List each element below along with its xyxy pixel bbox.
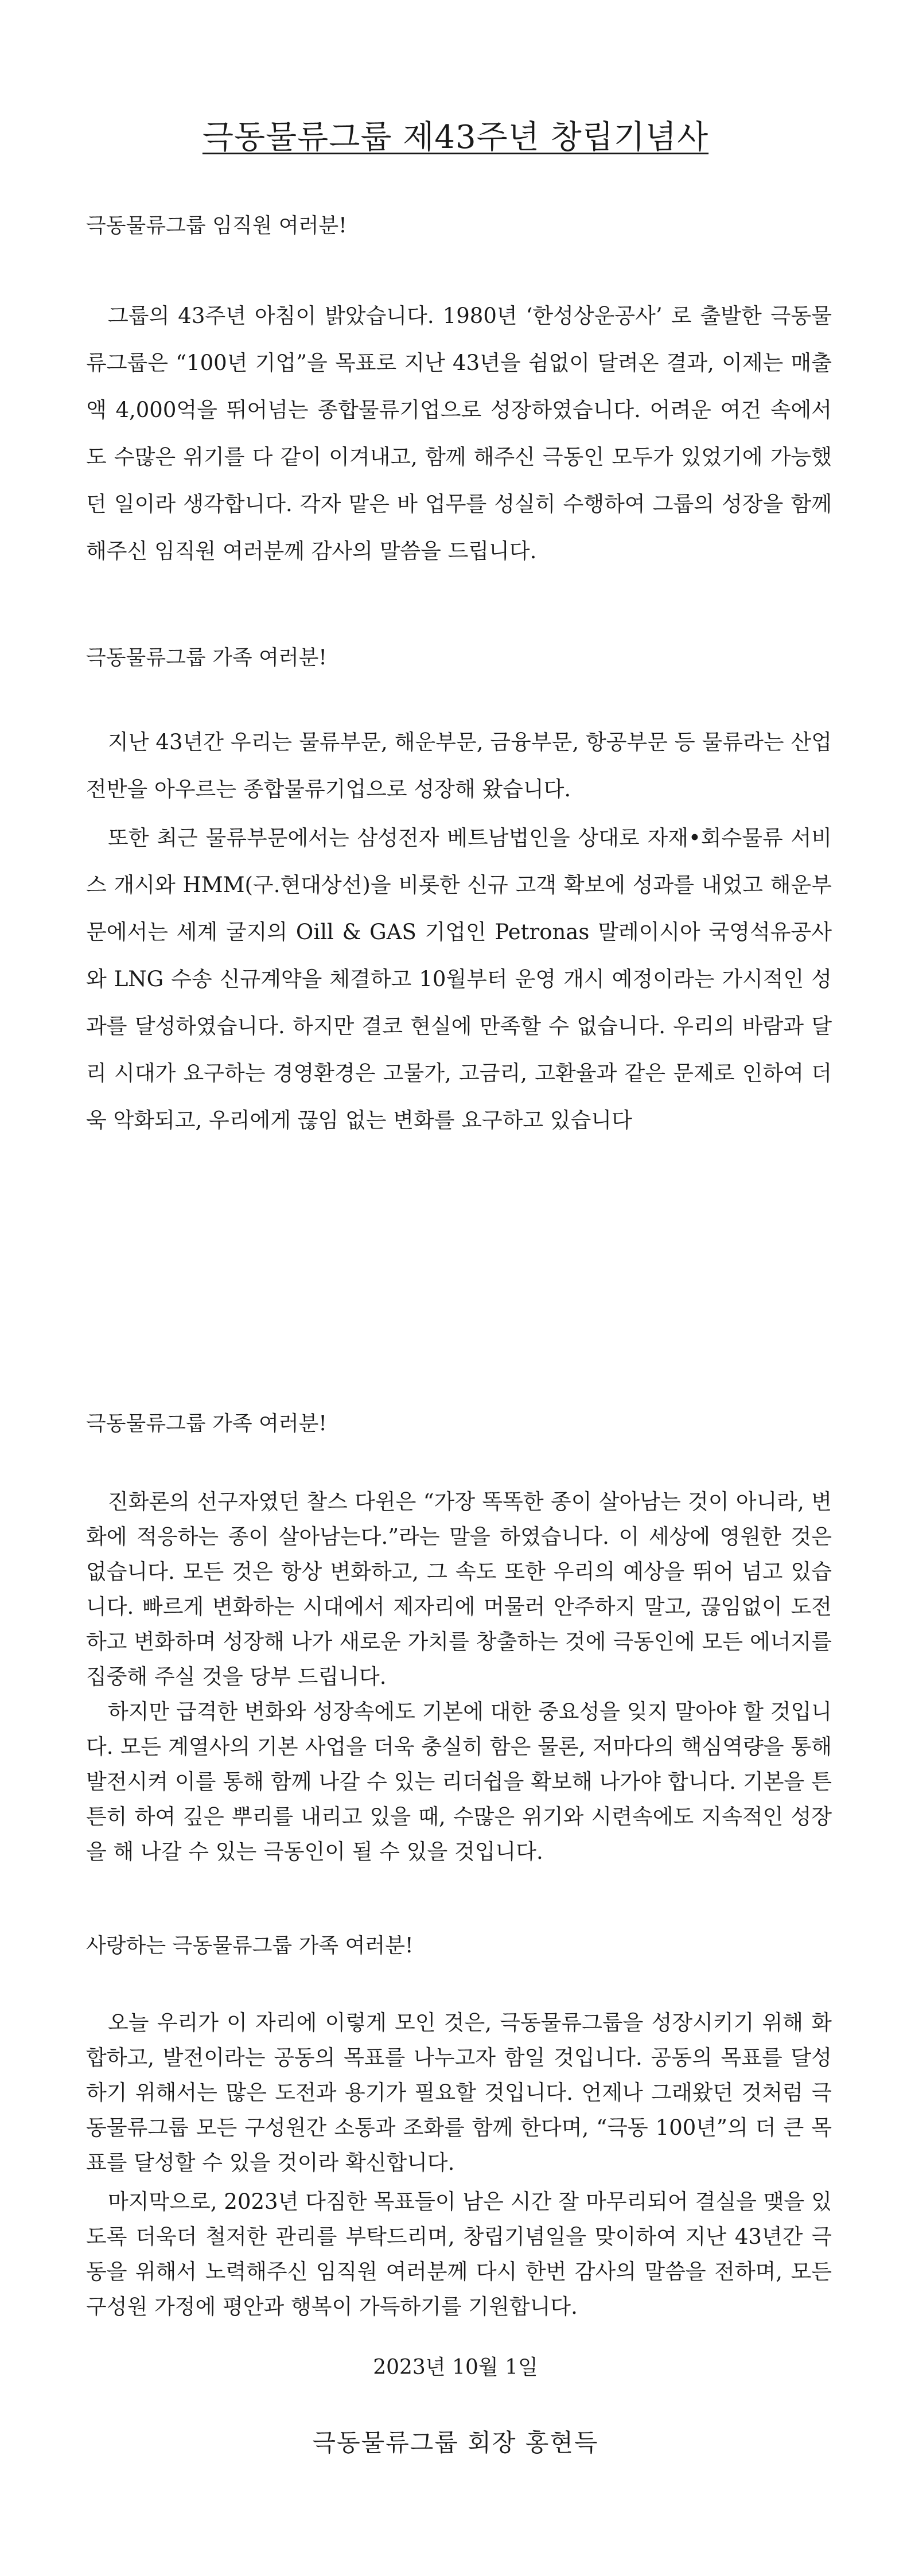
paragraph-closing: 마지막으로, 2023년 다짐한 목표들이 남은 시간 잘 마무리되어 결실을 맺을 있도록 더욱더 철저한 관리를 부탁드리며, 창립기념일을 맞이하여 지난 43년간 극동을 위해서 노력해주신 임직원 여러분께 다시 한번 감사의 말씀을 전하며, 모든 구성원 가정에 평안과 행복이 가득하기를 기원합니다.: [86, 2189, 832, 2319]
paragraph-achievements: 또한 최근 물류부문에서는 삼성전자 베트남법인을 상대로 자재•회수물류 서비스 개시와 HMM(구.현대상선)을 비롯한 신규 고객 확보에 성과를 내었고 해운부문에서는 세계 굴지의 Oill & GAS 기업인 Petronas 말레이시아 국영석유공사와 LNG 수송 신규계약을 체결하고 10월부터 운영 개시 예정이라는 가시적인 성과를 달성하였습니다. 하지만 결코 현실에 만족할 수 없습니다. 우리의 바람과 달리 시대가 요구하는 경영환경은 고물가, 고금리, 고환율과 같은 문제로 인하여 더욱 악화되고, 우리에게 끊임 없는 변화를 요구하고 있습니다: [86, 826, 832, 1133]
salutation-2: 극동물류그룹 가족 여러분!: [86, 646, 327, 670]
signature: 극동물류그룹 회장 홍현득: [312, 2429, 599, 2457]
paragraph-growth: 지난 43년간 우리는 물류부문, 해운부문, 금융부문, 항공부문 등 물류라는 산업전반을 아우르는 종합물류기업으로 성장해 왔습니다.: [86, 730, 832, 801]
salutation-4: 사랑하는 극동물류그룹 가족 여러분!: [86, 1934, 414, 1958]
paragraph-basics: 하지만 급격한 변화와 성장속에도 기본에 대한 중요성을 잊지 말아야 할 것입니다. 모든 계열사의 기본 사업을 더욱 충실히 함은 물론, 저마다의 핵심역량을 통해 발전시켜 이를 통해 함께 나갈 수 있는 리더쉽을 확보해 나가야 합니다. 기본을 튼튼히 하여 깊은 뿌리를 내리고 있을 때, 수많은 위기와 시련속에도 지속적인 성장을 해 나갈 수 있는 극동인이 될 수 있을 것입니다.: [86, 1699, 832, 1864]
salutation-3: 극동물류그룹 가족 여러분!: [86, 1412, 327, 1435]
salutation-1: 극동물류그룹 임직원 여러분!: [86, 214, 347, 238]
speech-date: 2023년 10월 1일: [373, 2356, 538, 2379]
paragraph-anniversary: 그룹의 43주년 아침이 밝았습니다. 1980년 ‘한성상운공사’ 로 출발한 극동물류그룹은 “100년 기업”을 목표로 지난 43년을 쉼없이 달려온 결과, 이제는 매출액 4,000억을 뛰어넘는 종합물류기업으로 성장하였습니다. 어려운 여건 속에서도 수많은 위기를 다 같이 이겨내고, 함께 해주신 극동인 모두가 있었기에 가능했던 일이라 생각합니다. 각자 맡은 바 업무를 성실히 수행하여 그룹의 성장을 함께 해주신 임직원 여러분께 감사의 말씀을 드립니다.: [86, 303, 832, 563]
paragraph-change: 진화론의 선구자였던 찰스 다윈은 “가장 똑똑한 종이 살아남는 것이 아니라, 변화에 적응하는 종이 살아남는다.”라는 말을 하였습니다. 이 세상에 영원한 것은 없습니다. 모든 것은 항상 변화하고, 그 속도 또한 우리의 예상을 뛰어 넘고 있습니다. 빠르게 변화하는 시대에서 제자리에 머물러 안주하지 말고, 끊임없이 도전하고 변화하며 성장해 나가 새로운 가치를 창출하는 것에 극동인에 모든 에너지를 집중해 주실 것을 당부 드립니다.: [86, 1489, 832, 1689]
paragraph-unity: 오늘 우리가 이 자리에 이렇게 모인 것은, 극동물류그룹을 성장시키기 위해 화합하고, 발전이라는 공동의 목표를 나누고자 함일 것입니다. 공동의 목표를 달성하기 위해서는 많은 도전과 용기가 필요할 것입니다. 언제나 그래왔던 것처럼 극동물류그룹 모든 구성원간 소통과 조화를 함께 한다며, “극동 100년”의 더 큰 목표를 달성할 수 있을 것이라 확신합니다.: [86, 2010, 832, 2175]
document-title: 극동물류그룹 제43주년 창립기념사: [202, 119, 709, 156]
